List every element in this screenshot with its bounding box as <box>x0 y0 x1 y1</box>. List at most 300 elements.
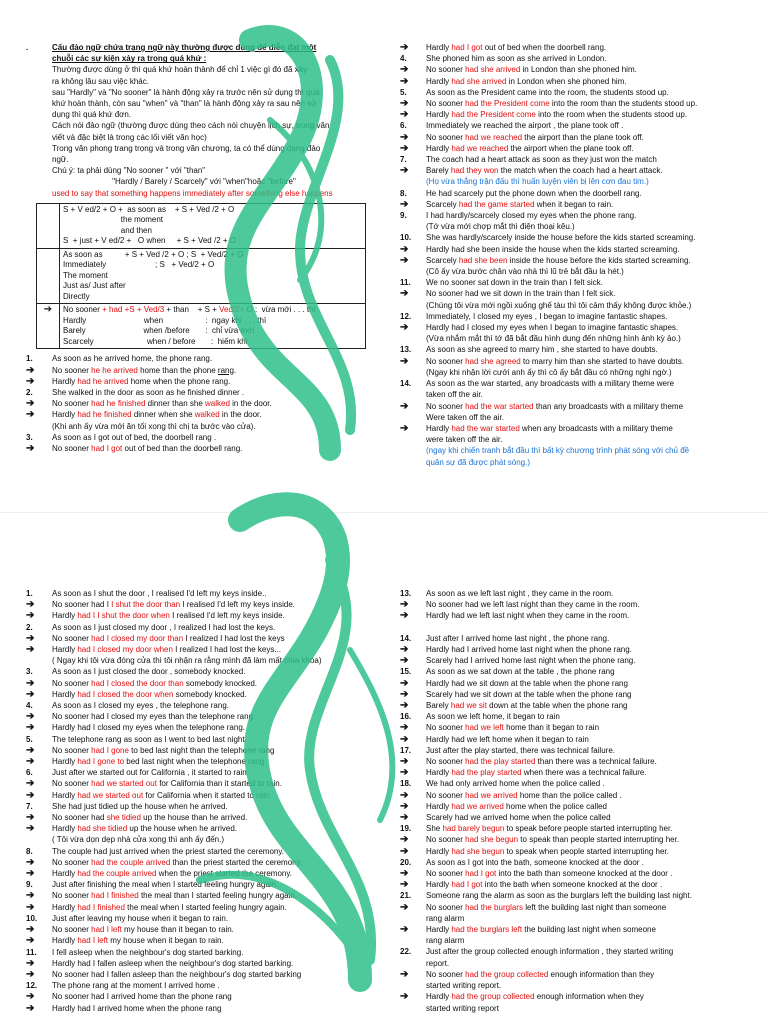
example-line <box>400 221 760 232</box>
arrow-icon: ➔ <box>37 304 60 349</box>
example-line <box>26 633 386 644</box>
arrow-icon: ➔ <box>26 812 35 824</box>
line-number: 11. <box>26 947 37 957</box>
line-text: dụng thì quá khứ đơn. <box>52 110 132 120</box>
example-line <box>26 846 386 857</box>
example-line <box>400 457 760 468</box>
line-text: The coach had a heart attack as soon as they just won the match <box>426 155 657 165</box>
line-text: report. <box>426 958 450 968</box>
example-line <box>400 255 760 266</box>
example-line <box>400 412 760 423</box>
line-text: Just after leaving my house when it began to rain. <box>52 913 229 923</box>
highlight-text: had we started out <box>91 779 157 789</box>
arrow-icon: ➔ <box>26 789 35 801</box>
arrow-icon: ➔ <box>400 610 409 622</box>
example-line <box>400 344 760 355</box>
example-line <box>26 722 386 733</box>
arrow-icon: ➔ <box>26 375 35 387</box>
line-number: 18. <box>400 779 412 789</box>
intro-line <box>26 109 386 120</box>
intro-line <box>26 154 386 165</box>
line-text: She had just tidied up the house when he arrived. <box>52 801 228 811</box>
line-text: were taken off the air. <box>426 435 503 445</box>
line-text: Someone rang the alarm as soon as the burglars left the building last night. <box>426 891 692 901</box>
line-text: Scarcely had she been inside the house before the kids started screaming. <box>426 255 691 265</box>
formula-line: and then <box>63 225 152 235</box>
translation-text: quân sự đã được phát sóng.) <box>426 457 531 467</box>
formula-line: Hardly when : ngay khi . . . thì <box>63 315 267 325</box>
example-line <box>400 890 760 901</box>
line-text: No sooner had we left home than it began to rain <box>426 723 600 733</box>
line-text: No sooner had I fallen asleep than the neighbour's dog started barking <box>52 969 302 979</box>
page-2-left-examples <box>26 588 386 1014</box>
highlight-text: had I got <box>91 443 123 453</box>
line-number: 11. <box>400 278 411 288</box>
line-number: 9. <box>26 880 33 890</box>
line-text: Scarely had I arrived home last night when the phone rang. <box>426 656 636 666</box>
arrow-icon: ➔ <box>26 599 35 611</box>
highlight-text: had she begun <box>451 846 505 856</box>
example-line <box>26 734 386 745</box>
highlight-text: had I I shut the door when <box>77 611 170 621</box>
arrow-icon: ➔ <box>400 722 409 734</box>
example-line <box>400 790 760 801</box>
line-number: 22. <box>400 947 412 957</box>
example-line <box>26 947 386 958</box>
example-line <box>26 756 386 767</box>
example-line <box>26 365 386 376</box>
example-line <box>400 700 760 711</box>
intro-line <box>26 98 386 109</box>
line-text: No sooner had the burglars left the building last night than someone <box>426 902 667 912</box>
line-text: I had hardly/scarcely closed my eyes when the phone rang. <box>426 211 637 221</box>
line-text: Were taken off the air. <box>426 412 504 422</box>
example-line <box>26 868 386 879</box>
example-line <box>26 812 386 823</box>
formula-line: S + V ed/2 + O + as soon as + S + Ved /2 + O <box>63 204 235 214</box>
line-number: 1. <box>26 589 33 598</box>
line-number: 6. <box>400 121 407 131</box>
line-text: No sooner had I closed my door than I realized I had lost the keys <box>52 633 285 643</box>
arrow-icon: ➔ <box>400 812 409 824</box>
intro-line <box>26 87 386 98</box>
arrow-icon: ➔ <box>400 422 409 434</box>
line-number: 4. <box>400 54 407 64</box>
example-line <box>400 176 760 187</box>
page-2-left-column <box>26 588 386 1014</box>
arrow-icon: ➔ <box>26 744 35 756</box>
arrow-icon: ➔ <box>400 243 409 255</box>
highlight-text: had the President come <box>465 99 550 109</box>
arrow-icon: ➔ <box>400 98 409 110</box>
example-line <box>400 389 760 400</box>
formula-cell <box>60 203 366 248</box>
line-text: sau "Hardly" và "No sooner" là hành động xảy ra trước nên sử dụng thì quá <box>52 87 320 97</box>
arrow-icon: ➔ <box>400 254 409 266</box>
highlight-text: he he arrived <box>91 365 138 375</box>
line-text: Hardly had I arrived home when the phone rang <box>52 1003 222 1013</box>
line-text: We had only arrived home when the police called . <box>426 779 605 789</box>
example-line <box>26 387 386 398</box>
line-text: No sooner had I got into the bath than someone knocked at the door . <box>426 869 673 879</box>
line-number: 7. <box>26 801 33 811</box>
line-text: "Hardly / Barely / Scarcely" với "when"hoặc "before" <box>112 177 296 187</box>
line-number: 9. <box>400 211 407 221</box>
line-text: Hardly had she begun to speak when people started interrupting her. <box>426 846 669 856</box>
line-text: No sooner had we arrived home than the police called . <box>426 790 622 800</box>
line-text: Cấu đảo ngữ chứa trạng ngữ này thường được dùng để diễn đạt một <box>52 43 317 52</box>
example-line <box>400 610 760 621</box>
example-line <box>400 678 760 689</box>
example-line <box>400 199 760 210</box>
line-text: No sooner he he arrived home than the phone rang. <box>52 365 237 375</box>
example-line <box>26 969 386 980</box>
line-text: Hardly had I gone to bed last night when the telephone rang <box>52 757 265 767</box>
line-text: As soon as we sat down at the table , the phone rang <box>426 667 615 677</box>
arrow-icon: ➔ <box>26 442 35 454</box>
example-line <box>26 711 386 722</box>
example-line <box>26 376 386 387</box>
highlight-text: had we arrived <box>465 790 518 800</box>
line-text: rang alarm <box>426 936 465 946</box>
arrow-icon: ➔ <box>400 789 409 801</box>
example-line <box>400 599 760 610</box>
line-text: chuỗi các sự kiện xảy ra trong quá khứ : <box>52 54 207 64</box>
example-line <box>400 711 760 722</box>
highlight-text: had we reached <box>451 143 509 153</box>
line-text: Hardly had we sit down at the table when the phone rang <box>426 678 628 688</box>
line-number: 12. <box>400 311 412 321</box>
arrow-icon: ➔ <box>400 756 409 768</box>
line-text: I fell asleep when the neighbour's dog started barking. <box>52 947 244 957</box>
line-number: 3. <box>26 667 33 677</box>
highlight-text: had the President come <box>451 110 536 120</box>
arrow-icon: ➔ <box>400 901 409 913</box>
example-line <box>26 801 386 812</box>
example-line <box>26 700 386 711</box>
example-line <box>26 980 386 991</box>
example-line <box>26 421 386 432</box>
example-line <box>400 401 760 412</box>
highlight-text: had we reached <box>465 132 523 142</box>
example-line <box>400 722 760 733</box>
highlight-text: had the war started <box>465 401 534 411</box>
example-line <box>26 834 386 845</box>
formula-line: No sooner + had +S + Ved/3 + than + S + Ved/2+ O : vừa mới . . . thì <box>63 305 316 315</box>
line-text: started writing report. <box>426 981 502 991</box>
example-line <box>26 432 386 443</box>
line-text: No sooner had we left last night than they came in the room. <box>426 600 640 610</box>
line-text: Immediately we reached the airport , the plane took off . <box>426 121 624 131</box>
arrow-icon: ➔ <box>26 722 35 734</box>
line-number: 7. <box>400 155 407 165</box>
line-text: (Vừa nhắm mắt thì tớ đã bắt đầu hình dung đến những hình ảnh kỳ ảo.) <box>426 334 681 344</box>
example-line <box>400 644 760 655</box>
line-number: 10. <box>26 913 38 923</box>
line-text: No sooner had the war started than any broadcasts with a military theme <box>426 401 684 411</box>
arrow-icon: ➔ <box>26 856 35 868</box>
intro-line <box>26 165 386 176</box>
arrow-icon: ➔ <box>400 800 409 812</box>
line-number: 21. <box>400 891 412 901</box>
highlight-text: had I got <box>451 880 483 890</box>
line-text: As soon as the war started, any broadcasts with a military theme were <box>426 379 675 389</box>
line-number: 5. <box>400 87 407 97</box>
line-text: No sooner had she agreed to marry him than she started to have doubts. <box>426 356 684 366</box>
line-text: Hardly had the couple arrived when the priest started the ceremony. <box>52 869 292 879</box>
line-text: Hardly had he finished dinner when she walked in the door. <box>52 410 262 420</box>
line-text: (Chúng tôi vừa mới ngồi xuống ghế tàu thì tôi cảm thấy không được khỏe.) <box>426 300 692 310</box>
line-text: Hardly had I fallen asleep when the neighbour's dog started barking. <box>52 958 294 968</box>
example-line <box>400 300 760 311</box>
example-line <box>26 644 386 655</box>
arrow-icon: ➔ <box>400 868 409 880</box>
line-text: The telephone rang as soon as I went to bed last night. <box>52 734 247 744</box>
highlight-text: she tidied <box>106 813 141 823</box>
arrow-icon: ➔ <box>400 355 409 367</box>
line-text <box>426 445 760 456</box>
line-text: No sooner had I closed the door than somebody knocked. <box>52 678 258 688</box>
formula-cell <box>60 248 366 304</box>
example-line <box>26 890 386 901</box>
underlined-text: rang <box>217 365 234 375</box>
arrow-icon: ➔ <box>400 677 409 689</box>
arrow-icon: ➔ <box>400 879 409 891</box>
arrow-icon: ➔ <box>400 834 409 846</box>
highlight-text: had she tidied <box>77 824 128 834</box>
arrow-icon: ➔ <box>400 165 409 177</box>
line-text: No sooner had I gone to bed last night than the telephone rang <box>52 745 275 755</box>
line-text: As soon as I just closed my door , I realized I had lost the keys. <box>52 622 276 632</box>
line-text: Hardly had she tidied up the house when he arrived. <box>52 824 238 834</box>
example-line <box>400 42 760 53</box>
arrow-icon: ➔ <box>26 677 35 689</box>
example-line <box>400 622 760 633</box>
example-line <box>400 588 760 599</box>
highlight-text: had we started out <box>77 790 144 800</box>
example-line <box>400 756 760 767</box>
line-text: No sooner had she tidied up the house than he arrived. <box>52 813 248 823</box>
line-text: As soon as I just closed the door , somebody knocked. <box>52 667 246 677</box>
line-text: Thường được dùng ở thì quá khứ hoàn thành để chỉ 1 việc gì đó đã xảy <box>52 65 308 75</box>
example-line <box>400 76 760 87</box>
line-text: He had scarcely put the phone down when the doorbell rang. <box>426 188 642 198</box>
example-line <box>26 991 386 1002</box>
example-line <box>400 857 760 868</box>
example-line <box>400 367 760 378</box>
arrow-icon: ➔ <box>26 711 35 723</box>
example-line <box>400 120 760 131</box>
line-number: 2. <box>26 622 33 632</box>
line-text: No sooner had I I shut the door than I realised I'd left my keys inside. <box>52 600 295 610</box>
line-text: No sooner had I arrived home than the phone rang <box>52 992 232 1002</box>
example-line <box>26 622 386 633</box>
line-text: Hardly had the war started when any broadcasts with a military theme <box>426 423 673 433</box>
line-text: Hardly had the President come into the room when the students stood up. <box>426 110 688 120</box>
highlight-text: had I closed the door than <box>91 678 184 688</box>
line-text: No sooner had we sit down in the train than I felt sick. <box>426 289 616 299</box>
formula-line: The moment <box>63 270 108 280</box>
line-text: No sooner had she begun to speak than people started interrupting her. <box>426 835 680 845</box>
example-line <box>400 132 760 143</box>
highlight-text: had I closed my door than <box>91 633 184 643</box>
line-number: 14. <box>400 379 412 389</box>
arrow-icon: ➔ <box>26 364 35 376</box>
highlight-text: had he finished <box>77 410 132 420</box>
example-line <box>26 790 386 801</box>
arrow-icon: ➔ <box>400 968 409 980</box>
arrow-icon: ➔ <box>26 644 35 656</box>
line-number: 13. <box>400 589 412 598</box>
arrow-icon: ➔ <box>400 42 409 53</box>
example-line <box>400 98 760 109</box>
line-text: started writing report <box>426 1003 499 1013</box>
page-1-right-examples <box>400 42 760 468</box>
example-line <box>26 666 386 677</box>
highlight-text: had I closed the door when <box>77 689 174 699</box>
example-line <box>26 398 386 409</box>
line-text: (Cô ấy vừa bước chân vào nhà thì lũ trẻ bắt đầu la hét.) <box>426 267 624 277</box>
line-text: Scarcely had the game started when it began to rain. <box>426 199 614 209</box>
line-text: ra không lâu sau việc khác. <box>52 76 149 86</box>
line-number: 1. <box>26 354 33 364</box>
line-text: Barely had we sit down at the table when the phone rang <box>426 701 628 711</box>
arrow-icon: ➔ <box>26 868 35 880</box>
example-line <box>26 823 386 834</box>
line-text: The couple had just arrived when the priest started the ceremony. <box>52 846 284 856</box>
line-number: 8. <box>400 188 407 198</box>
line-text: Hardly had I got into the bath when someone knocked at the door . <box>426 880 663 890</box>
line-text: Hardly had I I shut the door when I realised I'd left my keys inside. <box>52 611 285 621</box>
highlight-text: had the couple arrived <box>77 869 157 879</box>
example-line <box>400 277 760 288</box>
example-line <box>26 767 386 778</box>
arrow-icon: ➔ <box>26 901 35 913</box>
page-1-right-column <box>400 42 760 468</box>
highlight-text: had I gone to <box>77 757 125 767</box>
line-text: ( Ngay khi tôi vừa đóng cửa thì tôi nhận ra rằng mình đã làm mất chìa khóa) <box>52 656 322 666</box>
line-text: As soon as we left last night , they came in the room. <box>426 589 614 598</box>
line-text: She was hardly/scarcely inside the house before the kids started screaming. <box>426 233 696 243</box>
line-text: Hardly had he arrived home when the phone rang. <box>52 376 231 386</box>
line-text: The phone rang at the moment I arrived home . <box>52 981 220 991</box>
line-number: 6. <box>26 768 33 778</box>
line-text: Hardly had I finished the meal when I started feeling hungry again. <box>52 902 287 912</box>
page-1-left-examples <box>26 353 386 454</box>
line-text: Barely had they won the match when the coach had a heart attack. <box>426 166 663 176</box>
intro-line <box>26 76 386 87</box>
line-text: She walked in the door as soon as he finished dinner . <box>52 387 245 397</box>
formula-row <box>37 203 366 248</box>
line-text: viết và đặc biệt là trong các lối viết văn học) <box>52 132 207 142</box>
highlight-text: had she arrived <box>451 76 507 86</box>
example-line <box>400 879 760 890</box>
line-number: 16. <box>400 712 412 722</box>
line-text: No sooner had she arrived in London than she phoned him. <box>426 65 637 75</box>
intro-line <box>26 188 386 199</box>
formula-line: Immediately ; S + Ved/2 + O <box>63 260 215 270</box>
arrow-icon: ➔ <box>400 767 409 779</box>
highlight-text: had the burglars <box>465 902 523 912</box>
formula-marker <box>37 203 60 248</box>
highlight-text: had barely begun <box>442 824 505 834</box>
example-line <box>400 946 760 957</box>
highlight-text: had he arrived <box>77 376 129 386</box>
highlight-text: had the group collected <box>451 992 535 1002</box>
arrow-icon: ➔ <box>26 957 35 969</box>
line-text: Hardly had we left last night when they came in the room. <box>426 611 630 621</box>
highlight-text: had I finished <box>77 902 125 912</box>
example-line <box>400 734 760 745</box>
intro-line <box>26 143 386 154</box>
example-line <box>26 958 386 969</box>
arrow-icon: ➔ <box>26 398 35 410</box>
arrow-icon: ➔ <box>26 610 35 622</box>
example-line <box>400 154 760 165</box>
line-text: khứ hoàn thành, còn sau "when" và "than" là hành động xảy ra sau nên sử <box>52 99 317 109</box>
example-line <box>400 666 760 677</box>
example-line <box>400 812 760 823</box>
intro-line <box>26 120 386 131</box>
highlight-text: had the burglars left <box>451 925 523 935</box>
line-text: Hardly had we arrived home when the police called <box>426 801 608 811</box>
highlight-text: had the couple arrived <box>91 857 171 867</box>
arrow-icon: ➔ <box>400 400 409 412</box>
page-2-right-column <box>400 588 760 1014</box>
line-text: No sooner had the President come into the room than the students stood up. <box>426 99 698 109</box>
arrow-icon: ➔ <box>400 64 409 76</box>
intro-line <box>26 176 386 187</box>
example-line <box>26 610 386 621</box>
arrow-icon: ➔ <box>400 142 409 154</box>
example-line <box>400 210 760 221</box>
example-line <box>26 879 386 890</box>
arrow-icon: ➔ <box>400 845 409 857</box>
highlight-text: had the game started <box>458 199 535 209</box>
line-text: Chú ý: ta phải dùng "No sooner " với "than" <box>52 166 206 176</box>
example-line <box>400 846 760 857</box>
example-line <box>400 244 760 255</box>
formula-line: Just as/ Just after <box>63 281 126 291</box>
line-text: Hardly had we reached the airport when the plane took off. <box>426 143 634 153</box>
intro-line <box>26 53 386 64</box>
arrow-icon: ➔ <box>400 655 409 667</box>
line-number: 13. <box>400 345 412 355</box>
arrow-icon: ➔ <box>26 935 35 947</box>
formula-line: Barely when /before : chỉ vừa mới <box>63 326 255 336</box>
arrow-icon: ➔ <box>400 733 409 745</box>
highlight-text: had they won <box>450 166 499 176</box>
highlight-text: had she been <box>458 255 508 265</box>
highlight-text: had I got <box>465 869 497 879</box>
arrow-icon: ➔ <box>400 288 409 300</box>
highlight-text: had I gone <box>91 745 129 755</box>
arrow-icon: ➔ <box>400 924 409 936</box>
highlight-text: walked <box>194 410 220 420</box>
example-line <box>26 655 386 666</box>
example-line <box>400 434 760 445</box>
example-line <box>400 913 760 924</box>
example-line <box>26 678 386 689</box>
arrow-icon: ➔ <box>400 599 409 611</box>
line-text: No sooner had we reached the airport than the plane took off. <box>426 132 644 142</box>
example-line <box>26 443 386 454</box>
arrow-icon: ➔ <box>400 131 409 143</box>
example-line <box>26 599 386 610</box>
example-line <box>400 924 760 935</box>
line-text: Hardly had I left my house when it began to rain. <box>52 936 224 946</box>
line-number: 2. <box>26 387 33 397</box>
